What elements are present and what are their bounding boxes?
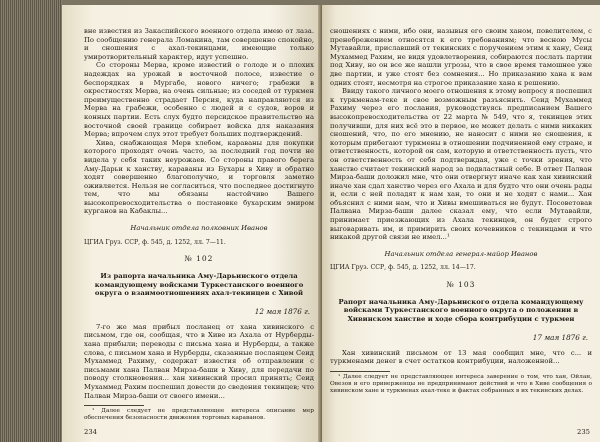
document-103-body: Хан хивинский письмом от 13 мая сообщил мне, что с... и туркменами денег в счет остатков контрибуции, наложенной... [330,348,592,366]
footnote-rule [330,371,390,372]
left-text-column [84,27,314,423]
document-number-102: № 102 [184,254,214,264]
right-footnote: ¹ Далее следует не представляющее интереса заверение о том, что хан, Ойлан, Овезов и его приверженцы не предпринимают действий и что в Хиве сообщения о хивинском хане и туркменах ахал-теке и фактах собранных в их текинских делах. [330,373,592,395]
left-signature: Начальник отдела полковник Иванов [130,224,268,233]
document-102-date: 12 мая 1876 г. [254,307,310,317]
left-paragraph: вне известия из Закаспийского военного отдела имею от лаза. По сообщению генерала Ломакина, там совершенно спокойно, и сношения с ахал-текинцами, имеющие только умиротворительный характер, идут успешно. [84,27,314,61]
left-paragraph: Со стороны Мерва, кроме известий о голоде и о плохих надеждах на урожай в восточной полосе, известие о беспорядках в Мургабе, нового ничего; грабежи в окрестностях Мерва, на очень сильные; из соседей от туркмен преимущественно страдает Персия, куда направляются из Мерва на грабежи, особенно с людей и с судов, воров и конных партии. Есть слух будто персидское правительство на восточной своей границе собирает войска для наказания Мерва; впрочем слух этот требует больших подтверждений. [84,61,314,139]
left-paragraph: Хива, снабжающая Мерв хлебом, караваны для покупки которого проходят очень часто, за последний год почти не видела у себя таких неурожаев. Со стороны правого берега Аму-Дарьи к ханству, караваны из Бухары в Хиву и обратно ходят совершенно благополучно, и торговля заметно оживляется. Нельзя не согласиться, что последнее достигнуто тем, что мы обязаны настойчиво Вашего высокопревосходительства о постановке бухарским эмиром курганов на Кабаклы... [84,138,314,216]
document-number-103: № 103 [446,280,476,290]
right-signature: Начальник отдела генерал-майор Иванов [384,249,538,258]
right-archive-reference: ЦГИА Груз. ССР, ф. 545, д. 1252, лл. 14—17. [330,264,476,272]
document-103-date: 17 мая 1876 г. [532,333,588,343]
right-page [322,5,600,442]
document-102-body: 7-го же мая прибыл посланец от хана хивинского с письмом, где он, сообщая, что в Хиве из Ахала от Нурберды-хана прибыли; переводы с письма хана и Нурберды, а также слова, с письмом хана и Нурберды, сказанные посланцем Сеид Мухаммед Рахиму, содержат известия об отправлении с письмами хана Палван Мирза-баши в Хиву, для передачи по поводу столкновения... хан хивинский просил принять; Сеид Мухаммед Рахим поспешил довести до сведения текинцев; что Палван Мирза-баши от своего имени... [84,322,314,400]
document-102-heading: Из рапорта начальника Аму-Дарьинского отдела командующему войсками Туркестанского военного округа о взаимоотношениях ахал-текинцев с Хивой [94,271,304,298]
footnote-rule [84,405,144,406]
right-text-column [330,27,592,395]
book-page-edges [0,0,62,442]
left-archive-reference: ЦГИА Груз. ССР, ф. 545, д. 1252, лл. 7—11. [84,238,226,246]
left-page-number: 234 [84,428,97,436]
right-paragraph: сношениях с ними, ибо они, назывыя его своим ханом, повелителем, с пренебрежением относятся к его требованиям; что весною Мусы Мутавайли, приславший от текинских с поручением этим к хану, Сеид Мухаммед Рахим, не видя удовлетворения, собираются послать партии под Хиву, но он все же нашли угрозы, что в свое время тамошнее уже две партии, и уже стоят без сомнения... Но приказанию хана к вам одних стоят, несмотря на строгое приказание хана к решению. [330,27,592,87]
document-103-heading: Рапорт начальника Аму-Дарьинского отдела командующему войсками Туркестанского военного округа о положении в Хивинском ханстве и ходе сбора контрибуции с туркмен [338,297,584,324]
right-page-number: 235 [577,428,590,436]
left-footnote: ¹ Далее следует не представляющее интереса описание мер обеспечения безопасности движения торговых караванов. [84,408,314,422]
left-page [62,5,322,442]
right-paragraph: Ввиду такого личного моего отношения к этому вопросу я поспешил к туркменам-теке и свое возможным разъяснить. Сеид Мухаммед Рахиму через его послания, руководствуясь предписанием Вашего высокопревосходительства от 22 марта № 549, что я, текинцев этих получивши, для них всё это в первое, не может делать с ними никаких сношений, что, по его мнению, не наносит с ними не сношения, к которым прибегают туркмены в отношении подчиненной ему стране, и ответственность, которой он сам, которую и ответственность пусть, что он ответственность от себя подтверждая, уже с точки зрения, что ханство считает текинский народ за подвластный себе. В ответ Палван Мирза-баши доложил мне, что они отвергнут иначе как хан хивинский иначе хан сдал ханство через его Ахала и для будто что они очень рады и, если с ней поладят к нам хан, то они и не ходят с нами... Хан объяснил с ними нам, что и Хивы вмешиваться не будут. Посоветовав Палвана Мирза-баши далее сказал ему, что если Мутавайли, принимает приезжающих из Ахала текинцев, он будет строго выговаривать им, и примирить своих кочевников с текинцами и что никакой другой связи не имел...¹ [330,87,592,242]
